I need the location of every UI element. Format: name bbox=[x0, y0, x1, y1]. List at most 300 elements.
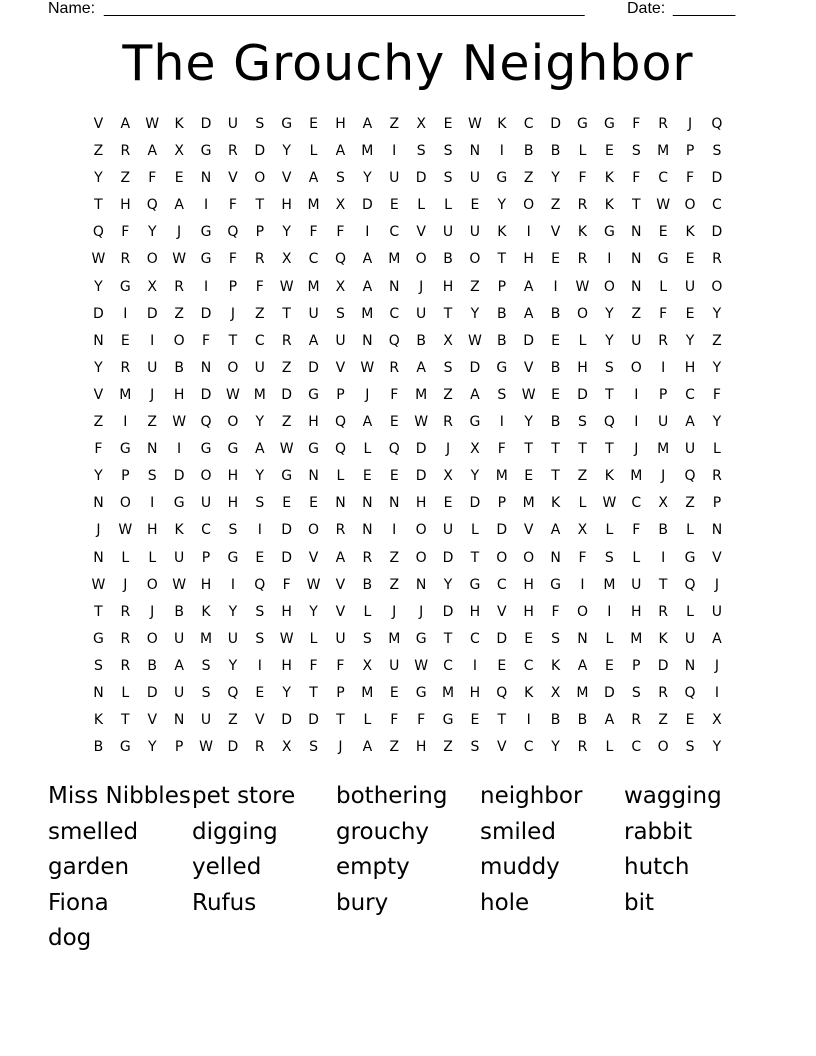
grid-letter[interactable]: F bbox=[632, 170, 641, 187]
grid-letter[interactable]: A bbox=[604, 712, 615, 729]
grid-letter[interactable]: O bbox=[146, 576, 158, 593]
grid-letter[interactable]: V bbox=[550, 224, 561, 241]
grid-letter[interactable]: I bbox=[580, 576, 585, 593]
grid-letter[interactable]: R bbox=[254, 739, 265, 756]
grid-letter[interactable]: G bbox=[281, 116, 293, 132]
grid-letter[interactable]: F bbox=[390, 712, 399, 729]
grid-letter[interactable]: T bbox=[121, 712, 130, 729]
grid-letter[interactable]: C bbox=[470, 630, 480, 647]
grid-letter[interactable]: H bbox=[281, 197, 292, 214]
grid-letter[interactable]: M bbox=[441, 684, 455, 701]
grid-letter[interactable]: S bbox=[551, 630, 561, 647]
grid-letter[interactable]: Y bbox=[255, 468, 265, 485]
grid-letter[interactable]: Z bbox=[93, 143, 104, 160]
grid-letter[interactable]: X bbox=[335, 197, 346, 214]
grid-letter[interactable]: D bbox=[200, 386, 212, 403]
grid-letter[interactable]: J bbox=[714, 576, 719, 593]
grid-letter[interactable]: T bbox=[443, 630, 453, 647]
grid-letter[interactable]: Q bbox=[334, 441, 346, 458]
grid-letter[interactable]: W bbox=[279, 278, 294, 295]
grid-letter[interactable]: Y bbox=[255, 414, 265, 431]
grid-letter[interactable]: F bbox=[336, 657, 345, 674]
grid-letter[interactable]: W bbox=[172, 414, 187, 431]
grid-letter[interactable]: G bbox=[496, 359, 508, 376]
grid-letter[interactable]: W bbox=[225, 386, 240, 403]
grid-letter[interactable]: K bbox=[174, 522, 184, 539]
grid-letter[interactable]: R bbox=[120, 657, 131, 674]
grid-letter[interactable]: H bbox=[227, 495, 239, 512]
grid-letter[interactable]: C bbox=[389, 224, 400, 241]
grid-letter[interactable]: R bbox=[577, 197, 588, 214]
grid-letter[interactable]: U bbox=[173, 684, 185, 701]
grid-letter[interactable]: O bbox=[415, 522, 427, 539]
grid-letter[interactable]: P bbox=[201, 549, 211, 566]
grid-letter[interactable]: R bbox=[389, 359, 400, 376]
grid-letter[interactable]: T bbox=[524, 441, 533, 458]
grid-letter[interactable]: X bbox=[362, 657, 373, 674]
grid-letter[interactable]: I bbox=[123, 305, 128, 322]
grid-letter[interactable]: D bbox=[146, 305, 158, 322]
grid-letter[interactable]: N bbox=[469, 143, 481, 160]
grid-letter[interactable]: L bbox=[578, 332, 587, 349]
grid-letter[interactable]: C bbox=[523, 116, 534, 132]
grid-letter[interactable]: U bbox=[335, 332, 346, 349]
grid-letter[interactable]: F bbox=[497, 441, 506, 458]
grid-letter[interactable]: E bbox=[443, 495, 453, 512]
grid-letter[interactable]: K bbox=[685, 224, 695, 241]
grid-letter[interactable]: E bbox=[604, 143, 614, 160]
grid-letter[interactable]: U bbox=[469, 170, 481, 187]
grid-letter[interactable]: S bbox=[147, 468, 157, 485]
grid-letter[interactable]: Q bbox=[684, 684, 696, 701]
grid-letter[interactable]: B bbox=[147, 657, 158, 674]
grid-letter[interactable]: Y bbox=[605, 332, 614, 349]
grid-letter[interactable]: N bbox=[308, 468, 319, 485]
grid-letter[interactable]: S bbox=[416, 143, 426, 160]
grid-letter[interactable]: A bbox=[685, 414, 695, 431]
grid-letter[interactable]: R bbox=[658, 684, 669, 701]
grid-letter[interactable]: S bbox=[443, 143, 453, 160]
grid-letter[interactable]: O bbox=[254, 170, 266, 187]
grid-letter[interactable]: L bbox=[363, 603, 372, 620]
grid-letter[interactable]: T bbox=[94, 603, 103, 620]
grid-letter[interactable]: O bbox=[146, 630, 158, 647]
grid-letter[interactable]: S bbox=[255, 630, 265, 647]
grid-letter[interactable]: L bbox=[309, 630, 318, 647]
grid-letter[interactable]: Y bbox=[94, 170, 103, 187]
grid-letter[interactable]: V bbox=[147, 712, 158, 729]
grid-letter[interactable]: M bbox=[657, 143, 670, 160]
grid-letter[interactable]: S bbox=[578, 414, 587, 431]
grid-letter[interactable]: F bbox=[659, 305, 668, 322]
grid-letter[interactable]: H bbox=[146, 522, 158, 539]
grid-letter[interactable]: E bbox=[389, 414, 399, 431]
grid-letter[interactable]: C bbox=[712, 197, 722, 214]
grid-letter[interactable]: N bbox=[389, 495, 400, 512]
grid-letter[interactable]: W bbox=[145, 116, 160, 132]
grid-letter[interactable]: L bbox=[605, 630, 614, 647]
grid-letter[interactable]: E bbox=[685, 712, 695, 729]
grid-letter[interactable]: O bbox=[308, 522, 320, 539]
grid-letter[interactable]: D bbox=[442, 603, 454, 620]
grid-letter[interactable]: A bbox=[523, 278, 534, 295]
grid-letter[interactable]: H bbox=[469, 603, 481, 620]
grid-letter[interactable]: E bbox=[497, 657, 507, 674]
grid-letter[interactable]: I bbox=[499, 143, 504, 160]
grid-letter[interactable]: Z bbox=[120, 170, 131, 187]
grid-letter[interactable]: I bbox=[607, 603, 612, 620]
grid-letter[interactable]: D bbox=[173, 468, 185, 485]
grid-letter[interactable]: G bbox=[684, 549, 696, 566]
grid-letter[interactable]: P bbox=[336, 386, 345, 403]
grid-letter[interactable]: J bbox=[338, 739, 343, 756]
grid-letter[interactable]: C bbox=[631, 739, 642, 756]
grid-letter[interactable]: S bbox=[228, 522, 238, 539]
grid-letter[interactable]: J bbox=[634, 441, 639, 458]
grid-letter[interactable]: K bbox=[604, 468, 614, 485]
grid-letter[interactable]: D bbox=[415, 170, 427, 187]
grid-letter[interactable]: V bbox=[416, 224, 426, 241]
grid-letter[interactable]: Z bbox=[712, 332, 722, 349]
grid-letter[interactable]: S bbox=[255, 495, 265, 512]
grid-letter[interactable]: Q bbox=[334, 414, 346, 431]
grid-letter[interactable]: K bbox=[524, 684, 534, 701]
grid-letter[interactable]: V bbox=[335, 603, 346, 620]
grid-letter[interactable]: T bbox=[497, 712, 507, 729]
grid-letter[interactable]: E bbox=[443, 116, 453, 132]
grid-letter[interactable]: V bbox=[335, 359, 346, 376]
grid-letter[interactable]: Y bbox=[282, 143, 291, 160]
grid-letter[interactable]: F bbox=[121, 224, 130, 241]
grid-letter[interactable]: N bbox=[389, 278, 400, 295]
grid-letter[interactable]: C bbox=[658, 170, 669, 187]
grid-letter[interactable]: R bbox=[443, 414, 453, 431]
grid-letter[interactable]: P bbox=[228, 278, 238, 295]
grid-letter[interactable]: C bbox=[201, 522, 211, 539]
grid-letter[interactable]: X bbox=[577, 522, 588, 539]
grid-letter[interactable]: H bbox=[281, 603, 292, 620]
grid-letter[interactable]: Z bbox=[174, 305, 184, 322]
grid-letter[interactable]: P bbox=[712, 495, 722, 512]
grid-letter[interactable]: E bbox=[362, 468, 372, 485]
grid-letter[interactable]: F bbox=[686, 170, 695, 187]
grid-letter[interactable]: L bbox=[363, 441, 372, 458]
grid-letter[interactable]: I bbox=[257, 657, 262, 674]
grid-letter[interactable]: A bbox=[416, 359, 426, 376]
grid-letter[interactable]: K bbox=[201, 603, 211, 620]
grid-letter[interactable]: J bbox=[661, 468, 666, 485]
grid-letter[interactable]: R bbox=[174, 278, 184, 295]
grid-letter[interactable]: N bbox=[173, 712, 185, 729]
grid-letter[interactable]: E bbox=[551, 332, 561, 349]
grid-letter[interactable]: C bbox=[308, 251, 319, 268]
grid-letter[interactable]: D bbox=[711, 224, 723, 241]
grid-letter[interactable]: A bbox=[174, 657, 184, 674]
date-field-line[interactable]: _______ bbox=[673, 0, 736, 17]
grid-letter[interactable]: T bbox=[551, 468, 560, 485]
grid-letter[interactable]: V bbox=[497, 739, 507, 756]
grid-letter[interactable]: Y bbox=[551, 739, 560, 756]
grid-letter[interactable]: S bbox=[201, 684, 211, 701]
grid-letter[interactable]: U bbox=[227, 630, 239, 647]
grid-letter[interactable]: M bbox=[361, 684, 374, 701]
grid-letter[interactable]: Q bbox=[334, 251, 346, 268]
grid-letter[interactable]: R bbox=[658, 116, 669, 132]
grid-letter[interactable]: Y bbox=[94, 359, 103, 376]
grid-letter[interactable]: I bbox=[661, 549, 666, 566]
grid-letter[interactable]: E bbox=[389, 468, 399, 485]
grid-letter[interactable]: F bbox=[228, 197, 237, 214]
grid-letter[interactable]: K bbox=[577, 224, 588, 241]
grid-letter[interactable]: Q bbox=[227, 684, 239, 701]
grid-letter[interactable]: V bbox=[308, 549, 319, 566]
grid-letter[interactable]: A bbox=[120, 116, 131, 132]
grid-letter[interactable]: E bbox=[120, 332, 130, 349]
grid-letter[interactable]: J bbox=[365, 386, 370, 403]
grid-letter[interactable]: I bbox=[150, 495, 155, 512]
grid-letter[interactable]: G bbox=[200, 224, 212, 241]
grid-letter[interactable]: G bbox=[496, 170, 508, 187]
grid-letter[interactable]: G bbox=[119, 739, 131, 756]
grid-letter[interactable]: V bbox=[255, 712, 265, 729]
grid-letter[interactable]: V bbox=[228, 170, 238, 187]
grid-letter[interactable]: M bbox=[361, 143, 374, 160]
grid-letter[interactable]: R bbox=[631, 712, 642, 729]
grid-letter[interactable]: H bbox=[281, 657, 292, 674]
grid-letter[interactable]: B bbox=[362, 576, 373, 593]
grid-letter[interactable]: S bbox=[255, 116, 265, 132]
grid-letter[interactable]: L bbox=[686, 603, 694, 620]
grid-letter[interactable]: G bbox=[173, 495, 185, 512]
grid-letter[interactable]: K bbox=[604, 170, 614, 187]
grid-letter[interactable]: K bbox=[93, 712, 104, 729]
grid-letter[interactable]: I bbox=[634, 414, 639, 431]
grid-letter[interactable]: I bbox=[203, 197, 209, 214]
grid-letter[interactable]: Y bbox=[551, 170, 560, 187]
grid-letter[interactable]: W bbox=[467, 332, 482, 349]
grid-letter[interactable]: V bbox=[93, 116, 104, 132]
grid-letter[interactable]: Y bbox=[712, 305, 722, 322]
grid-letter[interactable]: F bbox=[309, 224, 318, 241]
grid-letter[interactable]: H bbox=[335, 116, 346, 132]
grid-letter[interactable]: I bbox=[714, 684, 719, 701]
grid-letter[interactable]: Z bbox=[550, 197, 561, 214]
grid-letter[interactable]: Z bbox=[389, 116, 400, 132]
grid-letter[interactable]: U bbox=[254, 359, 265, 376]
grid-letter[interactable]: S bbox=[604, 549, 614, 566]
grid-letter[interactable]: O bbox=[119, 495, 131, 512]
grid-letter[interactable]: P bbox=[658, 386, 668, 403]
grid-letter[interactable]: A bbox=[147, 143, 158, 160]
grid-letter[interactable]: Z bbox=[523, 170, 534, 187]
grid-letter[interactable]: Q bbox=[227, 224, 239, 241]
grid-letter[interactable]: Q bbox=[388, 332, 400, 349]
grid-letter[interactable]: L bbox=[578, 143, 587, 160]
grid-letter[interactable]: B bbox=[577, 712, 588, 729]
grid-letter[interactable]: Z bbox=[281, 359, 292, 376]
grid-letter[interactable]: L bbox=[471, 522, 479, 539]
grid-letter[interactable]: S bbox=[497, 386, 507, 403]
grid-letter[interactable]: Y bbox=[147, 224, 157, 241]
grid-letter[interactable]: G bbox=[657, 251, 669, 268]
grid-letter[interactable]: E bbox=[524, 630, 534, 647]
grid-letter[interactable]: G bbox=[200, 441, 212, 458]
grid-letter[interactable]: D bbox=[281, 522, 293, 539]
grid-letter[interactable]: L bbox=[713, 441, 721, 458]
grid-letter[interactable]: M bbox=[630, 468, 643, 485]
grid-letter[interactable]: Q bbox=[200, 414, 212, 431]
grid-letter[interactable]: G bbox=[200, 251, 212, 268]
grid-letter[interactable]: E bbox=[282, 495, 292, 512]
grid-letter[interactable]: T bbox=[336, 712, 345, 729]
grid-letter[interactable]: R bbox=[120, 251, 131, 268]
grid-letter[interactable]: Q bbox=[496, 684, 508, 701]
grid-letter[interactable]: K bbox=[550, 657, 561, 674]
grid-letter[interactable]: S bbox=[443, 170, 453, 187]
grid-letter[interactable]: T bbox=[470, 549, 480, 566]
grid-letter[interactable]: A bbox=[308, 332, 319, 349]
grid-letter[interactable]: S bbox=[255, 603, 265, 620]
grid-letter[interactable]: N bbox=[335, 495, 346, 512]
grid-letter[interactable]: W bbox=[279, 630, 294, 647]
grid-letter[interactable]: K bbox=[658, 630, 668, 647]
grid-letter[interactable]: M bbox=[307, 197, 320, 214]
grid-letter[interactable]: H bbox=[523, 603, 534, 620]
grid-letter[interactable]: H bbox=[120, 197, 131, 214]
grid-letter[interactable]: X bbox=[443, 332, 453, 349]
grid-letter[interactable]: N bbox=[631, 224, 642, 241]
grid-letter[interactable]: N bbox=[684, 657, 696, 674]
grid-letter[interactable]: H bbox=[173, 386, 185, 403]
grid-letter[interactable]: C bbox=[254, 332, 265, 349]
grid-letter[interactable]: A bbox=[255, 441, 265, 458]
grid-letter[interactable]: O bbox=[227, 414, 239, 431]
grid-letter[interactable]: T bbox=[605, 386, 614, 403]
grid-letter[interactable]: Y bbox=[94, 278, 103, 295]
grid-letter[interactable]: A bbox=[335, 143, 346, 160]
grid-letter[interactable]: T bbox=[94, 197, 103, 214]
grid-letter[interactable]: E bbox=[255, 549, 265, 566]
grid-letter[interactable]: E bbox=[174, 170, 184, 187]
grid-letter[interactable]: D bbox=[308, 712, 319, 729]
grid-letter[interactable]: G bbox=[308, 386, 319, 403]
grid-letter[interactable]: D bbox=[200, 116, 212, 132]
grid-letter[interactable]: K bbox=[497, 116, 507, 132]
grid-letter[interactable]: L bbox=[578, 495, 587, 512]
grid-letter[interactable]: E bbox=[309, 116, 318, 132]
grid-letter[interactable]: Z bbox=[254, 305, 265, 322]
grid-letter[interactable]: Y bbox=[363, 170, 372, 187]
grid-letter[interactable]: D bbox=[469, 359, 481, 376]
grid-letter[interactable]: F bbox=[578, 170, 587, 187]
grid-letter[interactable]: N bbox=[711, 522, 723, 539]
grid-letter[interactable]: W bbox=[172, 251, 187, 268]
grid-letter[interactable]: U bbox=[442, 522, 454, 539]
grid-letter[interactable]: N bbox=[362, 332, 373, 349]
grid-letter[interactable]: M bbox=[307, 278, 320, 295]
grid-letter[interactable]: S bbox=[685, 739, 695, 756]
grid-letter[interactable]: S bbox=[470, 739, 480, 756]
grid-letter[interactable]: H bbox=[415, 739, 427, 756]
grid-letter[interactable]: Y bbox=[228, 603, 238, 620]
grid-letter[interactable]: O bbox=[227, 359, 239, 376]
grid-letter[interactable]: Z bbox=[685, 495, 695, 512]
grid-letter[interactable]: U bbox=[200, 495, 212, 512]
grid-letter[interactable]: S bbox=[94, 657, 103, 674]
grid-letter[interactable]: D bbox=[281, 712, 293, 729]
grid-letter[interactable]: Q bbox=[684, 468, 696, 485]
grid-letter[interactable]: D bbox=[469, 495, 481, 512]
grid-letter[interactable]: E bbox=[604, 657, 614, 674]
grid-letter[interactable]: R bbox=[335, 522, 346, 539]
grid-letter[interactable]: G bbox=[415, 684, 427, 701]
grid-letter[interactable]: I bbox=[526, 712, 531, 729]
grid-letter[interactable]: F bbox=[148, 170, 157, 187]
grid-letter[interactable]: V bbox=[712, 549, 722, 566]
grid-letter[interactable]: H bbox=[227, 468, 239, 485]
grid-letter[interactable]: W bbox=[279, 441, 294, 458]
grid-letter[interactable]: H bbox=[577, 359, 588, 376]
grid-letter[interactable]: M bbox=[361, 305, 374, 322]
grid-letter[interactable]: F bbox=[632, 522, 641, 539]
grid-letter[interactable]: Y bbox=[228, 657, 238, 674]
grid-letter[interactable]: D bbox=[496, 522, 508, 539]
grid-letter[interactable]: J bbox=[150, 386, 155, 403]
grid-letter[interactable]: P bbox=[336, 684, 345, 701]
grid-letter[interactable]: I bbox=[392, 143, 397, 160]
grid-letter[interactable]: Q bbox=[684, 576, 696, 593]
grid-letter[interactable]: I bbox=[123, 414, 128, 431]
grid-letter[interactable]: B bbox=[174, 603, 184, 620]
grid-letter[interactable]: W bbox=[91, 251, 106, 268]
grid-letter[interactable]: S bbox=[362, 630, 372, 647]
grid-letter[interactable]: Z bbox=[470, 278, 480, 295]
grid-letter[interactable]: B bbox=[497, 305, 507, 322]
grid-letter[interactable]: A bbox=[523, 305, 534, 322]
grid-letter[interactable]: G bbox=[200, 143, 212, 160]
grid-letter[interactable]: E bbox=[685, 305, 695, 322]
grid-letter[interactable]: G bbox=[227, 549, 239, 566]
grid-letter[interactable]: J bbox=[177, 224, 182, 241]
grid-letter[interactable]: U bbox=[147, 359, 158, 376]
grid-letter[interactable]: Z bbox=[443, 386, 453, 403]
grid-letter[interactable]: E bbox=[470, 712, 480, 729]
grid-letter[interactable]: N bbox=[146, 441, 158, 458]
grid-letter[interactable]: W bbox=[414, 657, 429, 674]
grid-letter[interactable]: J bbox=[419, 603, 424, 620]
grid-letter[interactable]: W bbox=[306, 576, 321, 593]
grid-letter[interactable]: M bbox=[522, 495, 535, 512]
grid-letter[interactable]: Q bbox=[146, 197, 158, 214]
grid-letter[interactable]: J bbox=[445, 441, 451, 458]
grid-letter[interactable]: H bbox=[200, 576, 212, 593]
grid-letter[interactable]: Z bbox=[228, 712, 238, 729]
grid-letter[interactable]: M bbox=[388, 251, 401, 268]
grid-letter[interactable]: S bbox=[712, 143, 722, 160]
grid-letter[interactable]: E bbox=[551, 386, 561, 403]
grid-letter[interactable]: C bbox=[685, 386, 695, 403]
grid-letter[interactable]: M bbox=[199, 630, 213, 647]
grid-letter[interactable]: U bbox=[469, 224, 481, 241]
grid-letter[interactable]: R bbox=[281, 332, 292, 349]
grid-letter[interactable]: U bbox=[173, 549, 185, 566]
grid-letter[interactable]: G bbox=[227, 441, 239, 458]
grid-letter[interactable]: I bbox=[634, 386, 639, 403]
grid-letter[interactable]: B bbox=[658, 522, 668, 539]
grid-letter[interactable]: I bbox=[553, 278, 558, 295]
grid-letter[interactable]: M bbox=[603, 576, 616, 593]
grid-letter[interactable]: T bbox=[605, 441, 614, 458]
